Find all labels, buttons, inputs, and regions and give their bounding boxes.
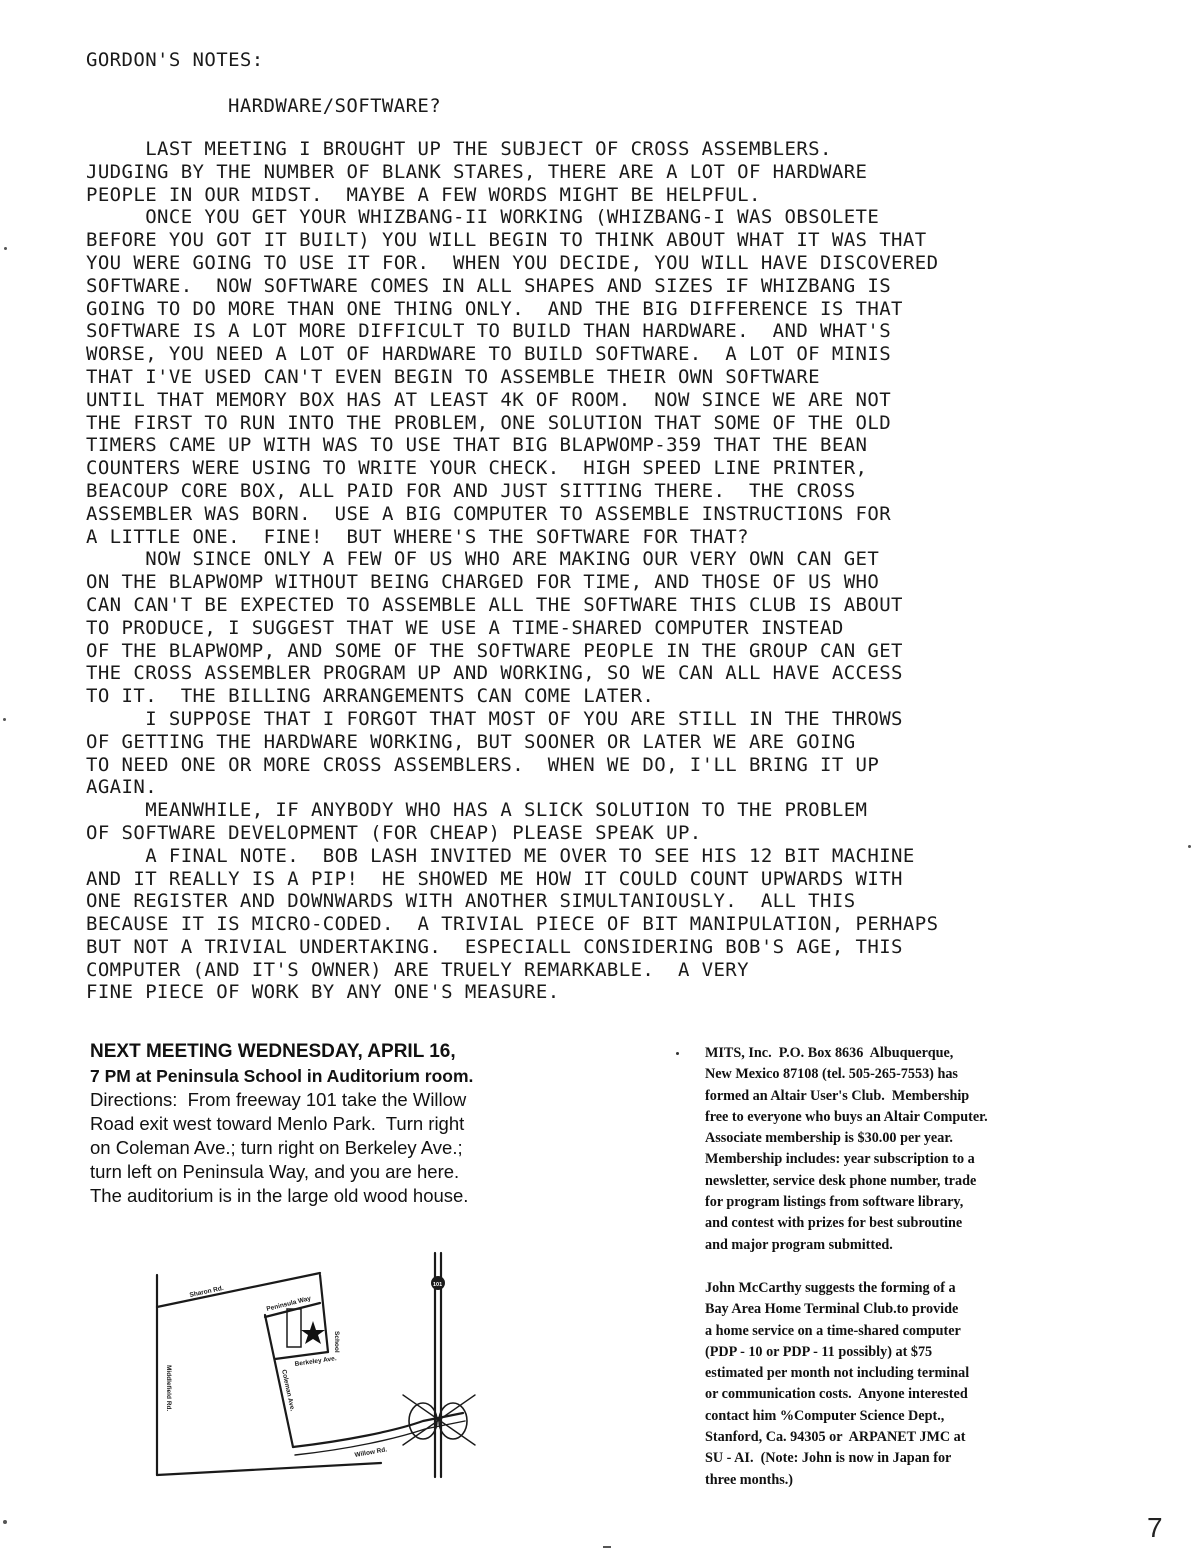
- notes-line: NOW SINCE ONLY A FEW OF US WHO ARE MAKING OUR VERY OWN CAN GET: [86, 548, 880, 571]
- mits-line: New Mexico 87108 (tel. 505-265-7553) has: [705, 1066, 958, 1083]
- map-label-willow: Willow Rd.: [354, 1446, 388, 1459]
- notes-line: AND IT REALLY IS A PIP! HE SHOWED ME HOW IT COULD COUNT UPWARDS WITH: [86, 867, 903, 890]
- map-star-icon: [301, 1321, 325, 1344]
- notes-line: JUDGING BY THE NUMBER OF BLANK STARES, THERE ARE A LOT OF HARDWARE: [86, 160, 868, 183]
- notes-line: MEANWHILE, IF ANYBODY WHO HAS A SLICK SOLUTION TO THE PROBLEM: [86, 799, 868, 822]
- mits-notice: [705, 1043, 1105, 1256]
- map-label-school: School: [333, 1331, 340, 1353]
- map-road-bottom: [157, 1463, 381, 1475]
- meeting-subhead: 7 PM at Peninsula School in Auditorium room.: [90, 1066, 474, 1086]
- meeting-direction-line: turn left on Peninsula Way, and you are here.: [90, 1161, 460, 1182]
- mits-line: MITS, Inc. P.O. Box 8636 Albuquerque,: [705, 1045, 954, 1061]
- notes-line: BEFORE YOU GOT IT BUILT) YOU WILL BEGIN TO THINK ABOUT WHAT IT WAS THAT: [86, 229, 927, 252]
- scan-speck: [3, 1520, 7, 1524]
- notes-line: TO NEED ONE OR MORE CROSS ASSEMBLERS. WHEN WE DO, I'LL BRING IT UP: [86, 753, 880, 776]
- mccarthy-notice: [705, 1278, 1105, 1491]
- notes-line: OF SOFTWARE DEVELOPMENT (FOR CHEAP) PLEASE SPEAK UP.: [86, 821, 702, 844]
- meeting-directions: [90, 1088, 560, 1208]
- meeting-headline: NEXT MEETING WEDNESDAY, APRIL 16,: [90, 1041, 456, 1062]
- notes-body: [86, 138, 1146, 1004]
- mits-line: newsletter, service desk phone number, trade: [705, 1172, 977, 1189]
- notes-heading: GORDON'S NOTES:: [86, 49, 264, 71]
- notes-line: PEOPLE IN OUR MIDST. MAYBE A FEW WORDS MIGHT BE HELPFUL.: [86, 183, 761, 206]
- meeting-direction-line: The auditorium is in the large old wood house.: [90, 1185, 469, 1206]
- notes-line: THE CROSS ASSEMBLER PROGRAM UP AND WORKING, SO WE CAN ALL HAVE ACCESS: [86, 662, 903, 685]
- notes-line: TO PRODUCE, I SUGGEST THAT WE USE A TIME-SHARED COMPUTER INSTEAD: [86, 616, 844, 639]
- mccarthy-line: Stanford, Ca. 94305 or ARPANET JMC at: [705, 1429, 966, 1446]
- notes-line: ON THE BLAPWOMP WITHOUT BEING CHARGED FOR TIME, AND THOSE OF US WHO: [86, 571, 880, 594]
- notes-line: TIMERS CAME UP WITH WAS TO USE THAT BIG BLAPWOMP-359 THAT THE BEAN: [86, 434, 868, 457]
- notes-line: GOING TO DO MORE THAN ONE THING ONLY. AND THE BIG DIFFERENCE IS THAT: [86, 297, 903, 320]
- notes-line: COMPUTER (AND IT'S OWNER) ARE TRUELY REMARKABLE. A VERY: [86, 958, 749, 981]
- mits-line: formed an Altair User's Club. Membership: [705, 1087, 970, 1104]
- scan-speck: [1188, 845, 1191, 848]
- notes-line: ONE REGISTER AND DOWNWARDS WITH ANOTHER SIMULTANIOUSLY. ALL THIS: [86, 890, 856, 913]
- mits-line: and contest with prizes for best subroutine: [705, 1215, 963, 1232]
- notes-line: BECAUSE IT IS MICRO-CODED. A TRIVIAL PIECE OF BIT MANIPULATION, PERHAPS: [86, 913, 939, 936]
- notes-line: WORSE, YOU NEED A LOT OF HARDWARE TO BUILD SOFTWARE. A LOT OF MINIS: [86, 343, 892, 366]
- notice-gap: [705, 1256, 1105, 1278]
- scan-speck: [4, 247, 7, 250]
- scan-speck: [603, 1546, 611, 1548]
- map-label-berkeley: Berkeley Ave.: [294, 1355, 338, 1368]
- notes-line: BEACOUP CORE BOX, ALL PAID FOR AND JUST SITTING THERE. THE CROSS: [86, 479, 856, 502]
- map-label-peninsula: Peninsula Way: [265, 1295, 312, 1313]
- mccarthy-line: (PDP - 10 or PDP - 11 possibly) at $75: [705, 1343, 933, 1360]
- right-column: [705, 1043, 1105, 1491]
- meeting-direction-line: Directions: From freeway 101 take the Willow: [90, 1089, 467, 1110]
- mits-line: for program listings from software library,: [705, 1194, 964, 1211]
- map-label-middlefield: Middlefield Rd.: [165, 1365, 172, 1412]
- map-road-east: [320, 1275, 328, 1352]
- mccarthy-line: estimated per month not including terminal: [705, 1365, 970, 1382]
- page-number: 7: [1147, 1512, 1163, 1543]
- mccarthy-line: SU - AI. (Note: John is now in Japan for: [705, 1450, 952, 1467]
- notes-line: SOFTWARE. NOW SOFTWARE COMES IN ALL SHAPES AND SIZES IF WHIZBANG IS: [86, 274, 892, 297]
- mccarthy-line: contact him %Computer Science Dept.,: [705, 1407, 945, 1424]
- notes-line: COUNTERS WERE USING TO WRITE YOUR CHECK. HIGH SPEED LINE PRINTER,: [86, 457, 868, 480]
- notes-line: A LITTLE ONE. FINE! BUT WHERE'S THE SOFTWARE FOR THAT?: [86, 525, 749, 548]
- notes-line: AGAIN.: [86, 776, 158, 799]
- mccarthy-line: Bay Area Home Terminal Club.to provide: [705, 1301, 959, 1318]
- notes-line: ONCE YOU GET YOUR WHIZBANG-II WORKING (WHIZBANG-I WAS OBSOLETE: [86, 206, 880, 229]
- mits-line: Membership includes: year subscription to a: [705, 1151, 975, 1168]
- mccarthy-line: or communication costs. Anyone interested: [705, 1386, 968, 1403]
- column-mark: [676, 1052, 679, 1055]
- mits-line: free to everyone who buys an Altair Computer.: [705, 1108, 988, 1125]
- notes-line: THE FIRST TO RUN INTO THE PROBLEM, ONE SOLUTION THAT SOME OF THE OLD: [86, 411, 892, 434]
- notes-line: OF THE BLAPWOMP, AND SOME OF THE SOFTWARE PEOPLE IN THE GROUP CAN GET: [86, 639, 903, 662]
- notes-line: BUT NOT A TRIVIAL UNDERTAKING. ESPECIALL CONSIDERING BOB'S AGE, THIS: [86, 935, 903, 958]
- mccarthy-line: a home service on a time-shared computer: [705, 1322, 961, 1339]
- notes-line: THAT I'VE USED CAN'T EVEN BEGIN TO ASSEMBLE THEIR OWN SOFTWARE: [86, 365, 821, 388]
- notes-line: OF GETTING THE HARDWARE WORKING, BUT SOONER OR LATER WE ARE GOING: [86, 730, 856, 753]
- mccarthy-line: John McCarthy suggests the forming of a: [705, 1279, 956, 1296]
- next-meeting-block: [90, 1040, 560, 1208]
- mits-line: and major program submitted.: [705, 1236, 893, 1253]
- notes-line: FINE PIECE OF WORK BY ANY ONE'S MEASURE.: [86, 981, 560, 1004]
- meeting-direction-line: on Coleman Ave.; turn right on Berkeley Ave.;: [90, 1137, 463, 1158]
- mccarthy-line: three months.): [705, 1471, 794, 1488]
- scan-speck: [3, 718, 6, 721]
- map-label-north: Sharon Rd.: [188, 1284, 225, 1299]
- mits-line: Associate membership is $30.00 per year.: [705, 1130, 953, 1147]
- notes-line: YOU WERE GOING TO USE IT FOR. WHEN YOU DECIDE, YOU WILL HAVE DISCOVERED: [86, 251, 939, 274]
- notes-line: LAST MEETING I BROUGHT UP THE SUBJECT OF CROSS ASSEMBLERS.: [86, 138, 832, 160]
- notes-line: UNTIL THAT MEMORY BOX HAS AT LEAST 4K OF ROOM. NOW SINCE WE ARE NOT: [86, 388, 892, 411]
- notes-line: I SUPPOSE THAT I FORGOT THAT MOST OF YOU ARE STILL IN THE THROWS: [86, 707, 903, 730]
- directions-map: [145, 1245, 485, 1485]
- notes-line: TO IT. THE BILLING ARRANGEMENTS CAN COME LATER.: [86, 685, 655, 708]
- notes-line: SOFTWARE IS A LOT MORE DIFFICULT TO BUILD THAN HARDWARE. AND WHAT'S: [86, 320, 892, 343]
- gordons-notes: [86, 48, 1146, 1004]
- notes-line: ASSEMBLER WAS BORN. USE A BIG COMPUTER TO ASSEMBLE INSTRUCTIONS FOR: [86, 502, 892, 525]
- notes-line: CAN CAN'T BE EXPECTED TO ASSEMBLE ALL THE SOFTWARE THIS CLUB IS ABOUT: [86, 593, 903, 616]
- notes-line: A FINAL NOTE. BOB LASH INVITED ME OVER TO SEE HIS 12 BIT MACHINE: [86, 844, 915, 867]
- notes-title: HARDWARE/SOFTWARE?: [228, 95, 442, 117]
- map-label-coleman: Coleman Ave.: [280, 1368, 296, 1413]
- map-building: [287, 1309, 301, 1347]
- map-label-freeway: 101: [433, 1282, 443, 1288]
- meeting-direction-line: Road exit west toward Menlo Park. Turn right: [90, 1113, 465, 1134]
